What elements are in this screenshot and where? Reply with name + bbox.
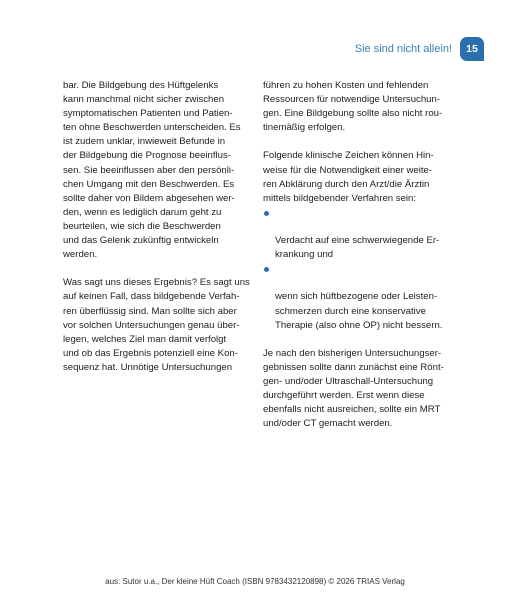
chapter-title: Sie sind nicht allein! [354, 43, 452, 55]
list-item [263, 262, 453, 332]
left-paragraph-1: bar. Die Bildgebung des Hüftgelenks kann manchmal nicht sicher zwischen symptomatischen Patienten und Patien- ten ohne Beschwerden unterscheiden. Es ist zudem unklar, inwieweit Befunde in der Bildgebung die Prognose beeinflus- sen. Sie beeinflussen aber den persönli- chen Umgang mit den Beschwerden. Es sollte daher von Bildern abgesehen wer- den, wenn es lediglich darum geht zu beurteilen, wie sich die Beschwerden und das Gelenk zukünftig entwickeln werden. [63, 80, 241, 261]
running-header [355, 37, 484, 61]
bullet-icon [264, 267, 269, 272]
right-text-column [263, 79, 453, 445]
list-item-text: wenn sich hüftbezogene oder Leisten- schmerzen durch eine konservative Therapie (also ohne OP) nicht bessern. [275, 291, 443, 331]
list-item [263, 206, 453, 262]
left-paragraph-2: Was sagt uns dieses Ergebnis? Es sagt uns auf keinen Fall, dass bildgebende Verfah- ren überflüssig sind. Man sollte sich aber vor solchen Untersuchungen genau über- legen, welches Ziel man damit verfolgt und ob das Ergebnis potenziell eine Kon- sequenz hat. Unnötige Untersuchungen [63, 277, 250, 373]
bullet-icon [264, 211, 269, 216]
copyright-footer: aus: Sutor u.a., Der kleine Hüft Coach (ISBN 9783432120898) © 2026 TRIAS Verlag [105, 577, 405, 586]
list-item-text: Verdacht auf eine schwerwiegende Er- krankung und [275, 235, 440, 261]
right-paragraph-1: führen zu hohen Kosten und fehlenden Ressourcen für notwendige Untersuchun- gen. Eine Bildgebung sollte also nicht rou- tinemäßig erfolgen. [263, 80, 443, 134]
right-paragraph-2: Folgende klinische Zeichen können Hin- weise für die Notwendigkeit einer weite- ren Abklärung durch den Arzt/die Ärztin mittels bildgebender Verfahren sein: [263, 150, 434, 204]
page-number-badge: 15 [460, 37, 484, 61]
left-text-column [63, 79, 255, 389]
clinical-signs-list [263, 206, 453, 333]
right-paragraph-3: Je nach den bisherigen Untersuchungser- gebnissen sollte dann zunächst eine Rönt- gen- und/oder Ultraschall-Untersuchung durchgeführt werden. Erst wenn diese ebenfalls nicht ausreichen, sollte ein MRT und/oder CT gemacht werden. [263, 347, 444, 430]
